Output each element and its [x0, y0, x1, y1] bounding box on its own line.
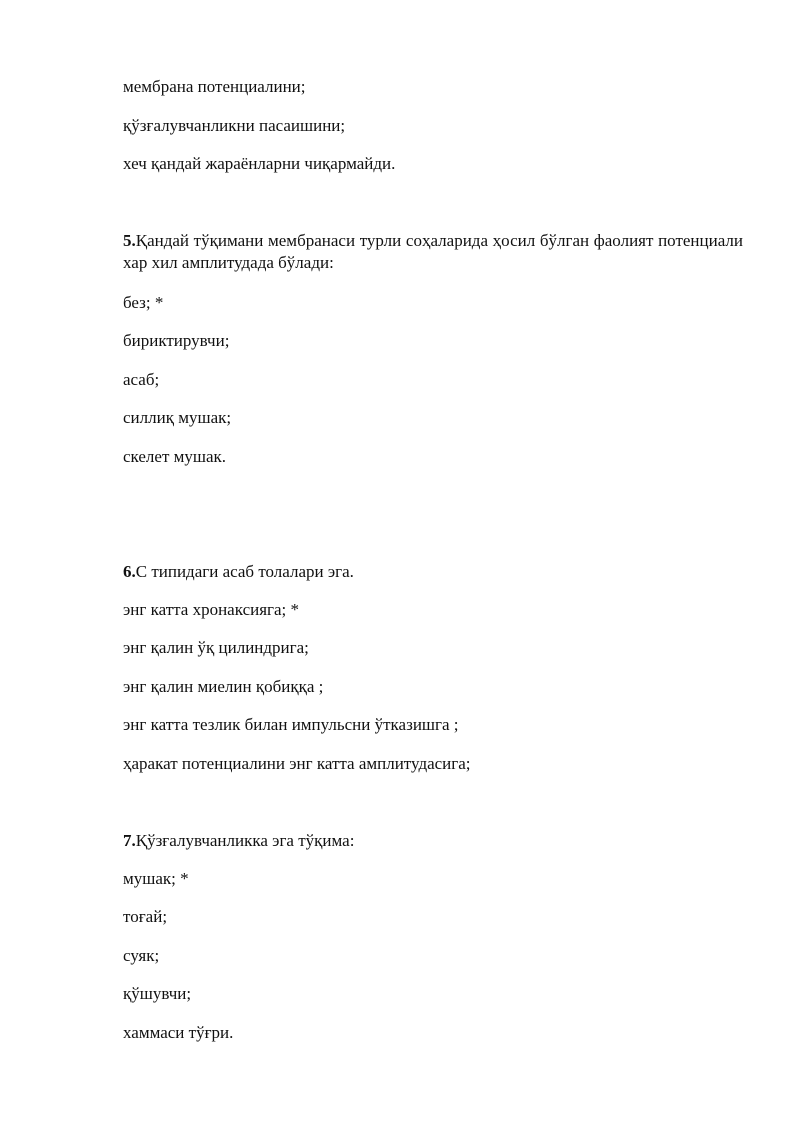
answer-option: қўшувчи; [123, 984, 192, 1003]
answer-option: суяк; [123, 946, 160, 965]
question-number: 5. [123, 231, 136, 250]
answer-option: ҳаракат потенциалини энг катта амплитудасига; [123, 754, 471, 773]
question-text: Қандай тўқимани мембранаси турли соҳаларида ҳосил бўлган фаолият потенциали хар хил амплитудада бўлади: [123, 231, 743, 272]
question-text: С типидаги асаб толалари эга. [135, 562, 354, 581]
question-number: 7. [123, 831, 136, 850]
intro-item: хеч қандай жараёнларни чиқармайди. [123, 154, 396, 173]
answer-option: асаб; [123, 370, 160, 389]
intro-item: қўзғалувчанликни пасаишини; [123, 116, 346, 135]
intro-item: мембрана потенциалини; [123, 77, 306, 96]
answer-option: бириктирувчи; [123, 331, 230, 350]
question-text: Қўзғалувчанликка эга тўқима: [135, 831, 355, 850]
question-7 [123, 830, 743, 852]
question-number: 6. [123, 562, 136, 581]
answer-option: силлиқ мушак; [123, 408, 232, 427]
answer-option: тоғай; [123, 907, 168, 926]
answer-option: скелет мушак. [123, 447, 227, 466]
answer-option: мушак; * [123, 869, 189, 888]
question-5 [123, 230, 743, 274]
answer-option: энг қалин миелин қобиққа ; [123, 677, 324, 696]
answer-option: хаммаси тўғри. [123, 1023, 234, 1042]
question-6 [123, 561, 743, 583]
answer-option: без; * [123, 293, 164, 312]
answer-option: энг қалин ўқ цилиндрига; [123, 638, 309, 657]
answer-option: энг катта тезлик билан импульсни ўтказишга ; [123, 715, 459, 734]
answer-option: энг катта хронаксияга; * [123, 600, 300, 619]
